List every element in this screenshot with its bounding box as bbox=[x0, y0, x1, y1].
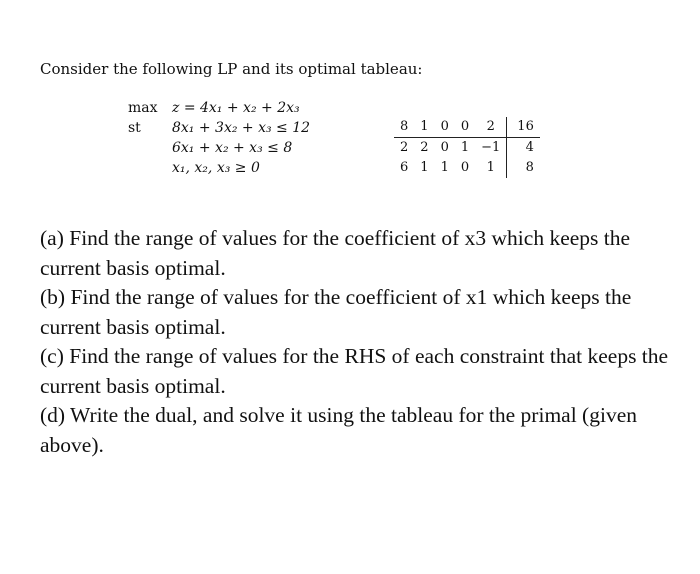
question-a: (a) Find the range of values for the coefficient of x3 which keeps the current basis optimal. bbox=[40, 226, 631, 280]
constraint-keyword-empty bbox=[128, 138, 172, 158]
tableau-cell: 1 bbox=[420, 160, 429, 175]
objective-row bbox=[128, 98, 310, 118]
objective-keyword: max bbox=[128, 100, 158, 116]
objective-expression: z = 4x₁ + x₂ + 2x₃ bbox=[172, 100, 300, 116]
tableau-cell: 1 bbox=[440, 160, 449, 175]
constraint-1-expression: 8x₁ + 3x₂ + x₃ ≤ 12 bbox=[172, 120, 311, 136]
question-list bbox=[40, 224, 682, 460]
tableau-cell: 2 bbox=[420, 140, 429, 155]
constraint-keyword: st bbox=[128, 120, 141, 136]
tableau-cell: 0 bbox=[455, 117, 475, 138]
constraint-2-expression: 6x₁ + x₂ + x₃ ≤ 8 bbox=[172, 140, 293, 156]
tableau-cell: 2 bbox=[475, 117, 507, 138]
tableau-cell: 6 bbox=[400, 160, 409, 175]
tableau-rhs-cell: 16 bbox=[507, 117, 540, 138]
tableau-cell: 0 bbox=[435, 117, 455, 138]
tableau-rhs-cell: 4 bbox=[507, 138, 540, 159]
optimal-tableau bbox=[394, 117, 540, 178]
tableau-rhs-cell: 8 bbox=[507, 158, 540, 178]
nonnegativity-keyword-empty bbox=[128, 158, 172, 178]
tableau-cell: 1 bbox=[414, 117, 434, 138]
tableau-row-1 bbox=[394, 138, 540, 159]
nonnegativity-expression: x₁, x₂, x₃ ≥ 0 bbox=[172, 160, 260, 176]
tableau-cell: 1 bbox=[460, 140, 470, 155]
tableau-row-objective bbox=[394, 117, 540, 138]
question-c: (c) Find the range of values for the RHS of each constraint that keeps the current basis optimal. bbox=[40, 344, 669, 398]
lp-formulation bbox=[128, 98, 310, 178]
question-b: (b) Find the range of values for the coefficient of x1 which keeps the current basis optimal. bbox=[40, 285, 632, 339]
tableau-cell: 1 bbox=[486, 160, 495, 175]
problem-intro: Consider the following LP and its optimal tableau: bbox=[40, 60, 423, 78]
tableau-cell: 2 bbox=[400, 140, 409, 155]
constraint-row-2 bbox=[128, 138, 310, 158]
tableau-cell: −1 bbox=[481, 140, 501, 155]
tableau-cell: 8 bbox=[394, 117, 414, 138]
tableau-row-2 bbox=[394, 158, 540, 178]
tableau-cell: 0 bbox=[460, 160, 470, 175]
nonnegativity-row bbox=[128, 158, 310, 178]
constraint-row-1 bbox=[128, 118, 310, 138]
question-d: (d) Write the dual, and solve it using the tableau for the primal (given above). bbox=[40, 403, 637, 457]
tableau-cell: 0 bbox=[440, 140, 449, 155]
